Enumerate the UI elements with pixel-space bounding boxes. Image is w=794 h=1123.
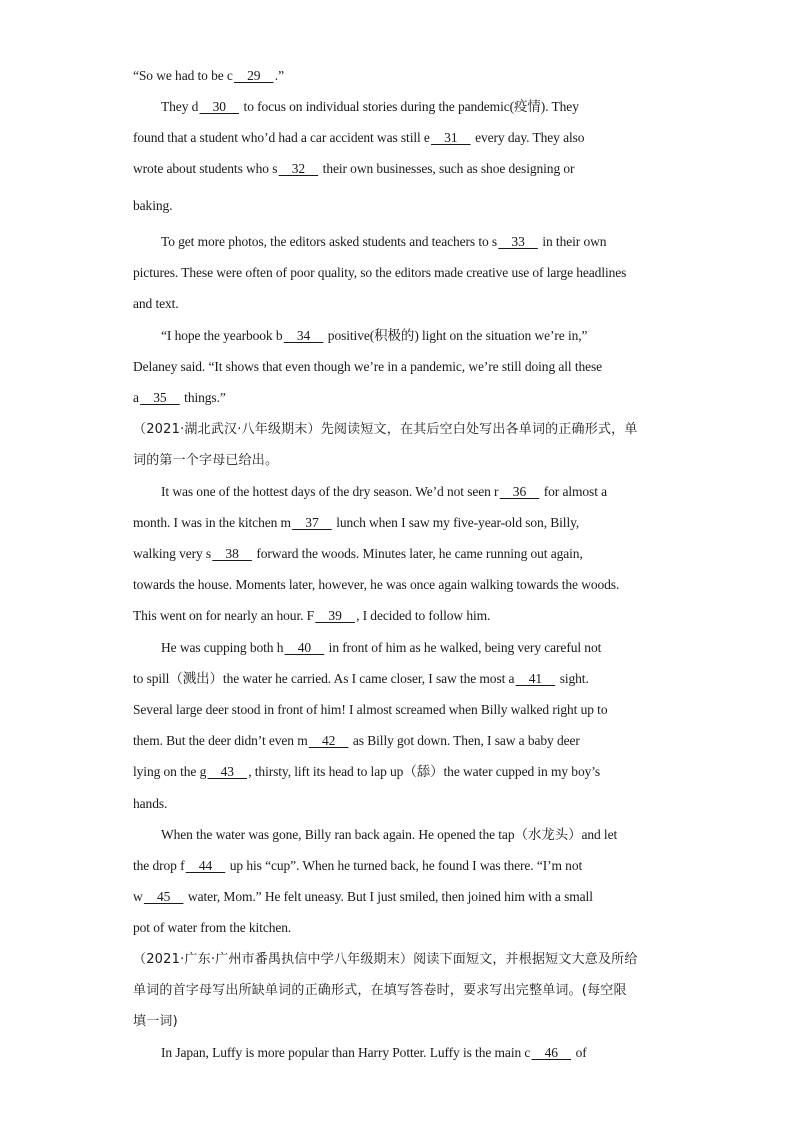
blank-33[interactable]: 33 — [498, 234, 538, 249]
text-line: and text. — [133, 296, 179, 311]
text-line: This went on for nearly an hour. F 39 , I decided to follow him. — [133, 608, 491, 623]
text-line: When the water was gone, Billy ran back again. He opened the tap（水龙头）and let — [161, 827, 618, 842]
blank-45[interactable]: 45 — [143, 889, 184, 904]
text-line: pictures. These were often of poor quality, so the editors made creative use of large headlines — [133, 265, 627, 280]
blank-32[interactable]: 32 — [278, 161, 319, 176]
section-instruction: （2021·广东·广州市番禺执信中学八年级期末）阅读下面短文，并根据短文大意及所给 — [133, 952, 638, 967]
text-line: to spill（溅出）the water he carried. As I came closer, I saw the most a 41 sight. — [133, 671, 589, 686]
blank-34[interactable]: 34 — [283, 328, 324, 343]
text-line: Several large deer stood in front of him! I almost screamed when Billy walked right up to — [133, 702, 608, 717]
text-line: month. I was in the kitchen m 37 lunch when I saw my five-year-old son, Billy, — [133, 515, 580, 530]
text-line: the drop f 44 up his “cup”. When he turned back, he found I was there. “I’m not — [133, 858, 583, 873]
text-line: a 35 things.” — [133, 390, 226, 405]
blank-37[interactable]: 37 — [292, 515, 332, 530]
text-line: lying on the g 43 , thirsty, lift its head to lap up（舔）the water cupped in my boy’s — [133, 764, 601, 779]
text-line: them. But the deer didn’t even m 42 as Billy got down. Then, I saw a baby deer — [133, 733, 580, 748]
blank-38[interactable]: 38 — [212, 546, 252, 561]
blank-40[interactable]: 40 — [284, 640, 325, 655]
section-instruction: （2021·湖北武汉·八年级期末）先阅读短文，在其后空白处写出各单词的正确形式，单 — [133, 422, 638, 437]
text-line: He was cupping both h 40 in front of him as he walked, being very careful not — [161, 640, 602, 655]
section-instruction: 单词的首字母写出所缺单词的正确形式，在填写答卷时，要求写出完整单词。(每空限 — [133, 983, 627, 998]
blank-41[interactable]: 41 — [515, 671, 556, 686]
text-line: hands. — [133, 796, 168, 811]
section-instruction: 填一词) — [133, 1014, 178, 1029]
blank-36[interactable]: 36 — [499, 484, 540, 499]
blank-39[interactable]: 39 — [315, 608, 355, 623]
blank-44[interactable]: 44 — [185, 858, 226, 873]
text-line: walking very s 38 forward the woods. Minutes later, he came running out again, — [133, 546, 583, 561]
blank-43[interactable]: 43 — [207, 764, 247, 779]
text-line: It was one of the hottest days of the dry season. We’d not seen r 36 for almost a — [161, 484, 608, 499]
text-line: They d 30 to focus on individual stories during the pandemic(疫情). They — [161, 99, 579, 114]
section-instruction: 词的第一个字母已给出。 — [133, 453, 279, 468]
text-line: w 45 water, Mom.” He felt uneasy. But I just smiled, then joined him with a small — [133, 889, 593, 904]
text-line: baking. — [133, 198, 173, 213]
text-line: To get more photos, the editors asked students and teachers to s 33 in their own — [161, 234, 607, 249]
text-line: wrote about students who s 32 their own businesses, such as shoe designing or — [133, 161, 575, 176]
text-line: “I hope the yearbook b 34 positive(积极的) light on the situation we’re in,” — [161, 328, 588, 343]
blank-30[interactable]: 30 — [199, 99, 240, 114]
text-line: In Japan, Luffy is more popular than Harry Potter. Luffy is the main c 46 of — [161, 1045, 587, 1060]
blank-35[interactable]: 35 — [140, 390, 180, 405]
text-line: pot of water from the kitchen. — [133, 920, 292, 935]
blank-42[interactable]: 42 — [308, 733, 349, 748]
text-line: Delaney said. “It shows that even though we’re in a pandemic, we’re still doing all these — [133, 359, 603, 374]
text-line: found that a student who’d had a car accident was still e 31 every day. They also — [133, 130, 585, 145]
text-line: “So we had to be c 29 .” — [133, 68, 284, 83]
text-line: towards the house. Moments later, however, he was once again walking towards the woods. — [133, 577, 620, 592]
blank-46[interactable]: 46 — [531, 1045, 572, 1060]
blank-29[interactable]: 29 — [234, 68, 274, 83]
blank-31[interactable]: 31 — [431, 130, 471, 145]
